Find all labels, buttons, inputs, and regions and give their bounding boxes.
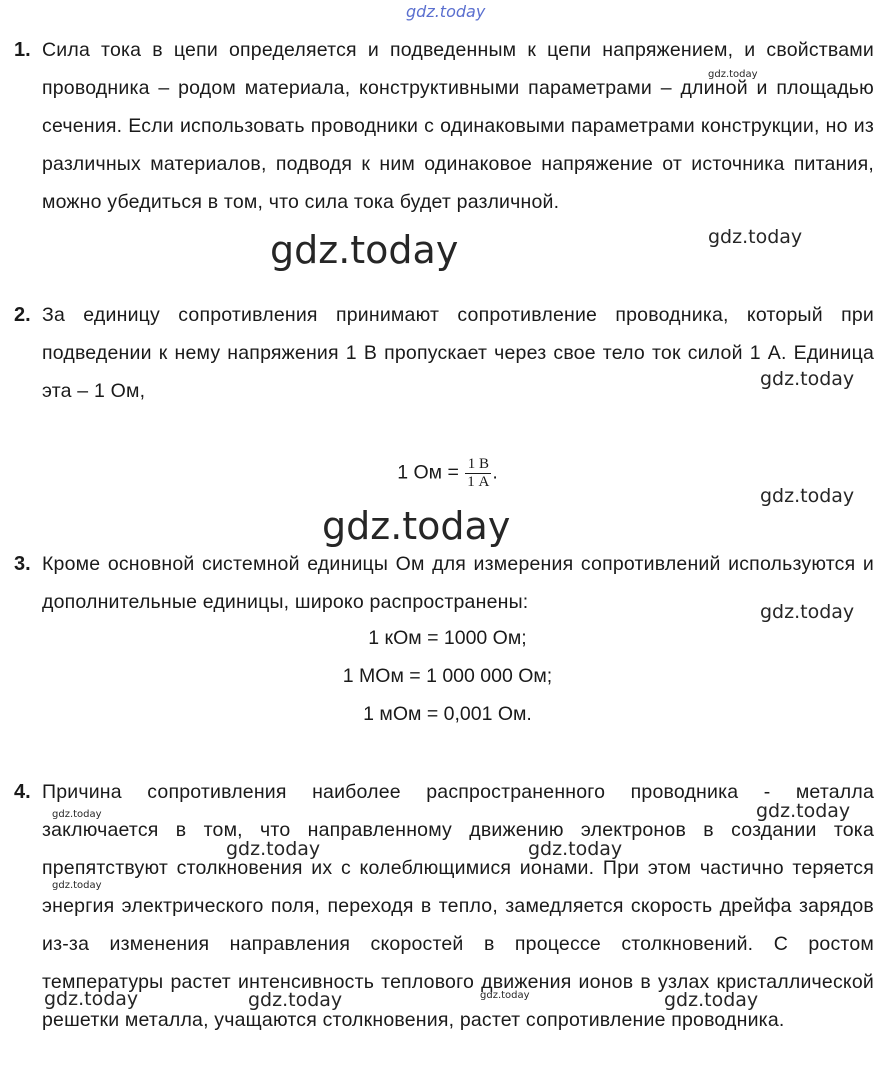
item-text: Сила тока в цепи определяется и подведенным к цепи напряжением, и свойствами проводника – родом материала, конструктивными параметрами – длиной и площадью сечения. Если использовать проводники с одинаковыми параметрами конструкции, но из различных материалов, подводя к ним одинаковое напряжение от источника питания, можно убедиться в том, что сила тока будет различной. (42, 39, 874, 213)
formula-suffix: . (492, 461, 498, 484)
watermark: gdz.today (760, 368, 855, 390)
watermark: gdz.today (760, 485, 855, 507)
item-text: Кроме основной системной единицы Ом для измерения сопротивлений используются и дополнительные единицы, широко распространены: (42, 553, 874, 613)
watermark: gdz.today (708, 69, 758, 80)
item-number: 2. (14, 304, 31, 326)
item-text: За единицу сопротивления принимают сопротивление проводника, который при подведении к нему напряжения 1 В пропускает через свое тело ток силой 1 А. Единица эта – 1 Ом, (42, 304, 874, 402)
watermark: gdz.today (52, 880, 102, 891)
formula-fraction (465, 456, 491, 491)
watermark: gdz.today (270, 228, 459, 272)
formula-lhs: 1 Ом = (397, 461, 459, 484)
watermark: gdz.today (226, 838, 321, 860)
item-number: 1. (14, 39, 31, 61)
item-text: Причина сопротивления наиболее распространенного проводника - металла заключается в том, что направленному движению электронов в создании тока препятствуют столкновения их с колеблющимися ионами. При этом частично теряется энергия электрического поля, переходя в тепло, замедляется скорость дрейфа зарядов из-за изменения направления скоростей в процессе столкновений. С ростом температуры растет интенсивность теплового движения ионов в узлах кристаллической решетки металла, учащаются столкновения, растет сопротивление проводника. (42, 781, 874, 1031)
item-number: 3. (14, 553, 31, 575)
watermark-top: gdz.today (406, 2, 486, 21)
formula-denominator: 1 А (467, 474, 490, 490)
watermark: gdz.today (708, 226, 803, 248)
watermark: gdz.today (52, 809, 102, 820)
item-number: 4. (14, 781, 31, 803)
unit-line-3: 1 мОм = 0,001 Ом. (363, 703, 532, 725)
answer-item-3 (14, 545, 874, 621)
answer-item-2 (14, 296, 874, 410)
watermark: gdz.today (528, 838, 623, 860)
watermark: gdz.today (44, 988, 139, 1010)
watermark: gdz.today (760, 601, 855, 623)
watermark: gdz.today (480, 990, 530, 1001)
unit-line-2: 1 МОм = 1 000 000 Ом; (342, 665, 553, 687)
watermark: gdz.today (322, 504, 511, 548)
watermark: gdz.today (756, 800, 851, 822)
formula-numerator: 1 В (465, 456, 491, 474)
answer-item-1 (14, 31, 874, 221)
watermark: gdz.today (248, 989, 343, 1011)
unit-line-1: 1 кОм = 1000 Ом; (368, 627, 527, 649)
watermark: gdz.today (664, 989, 759, 1011)
